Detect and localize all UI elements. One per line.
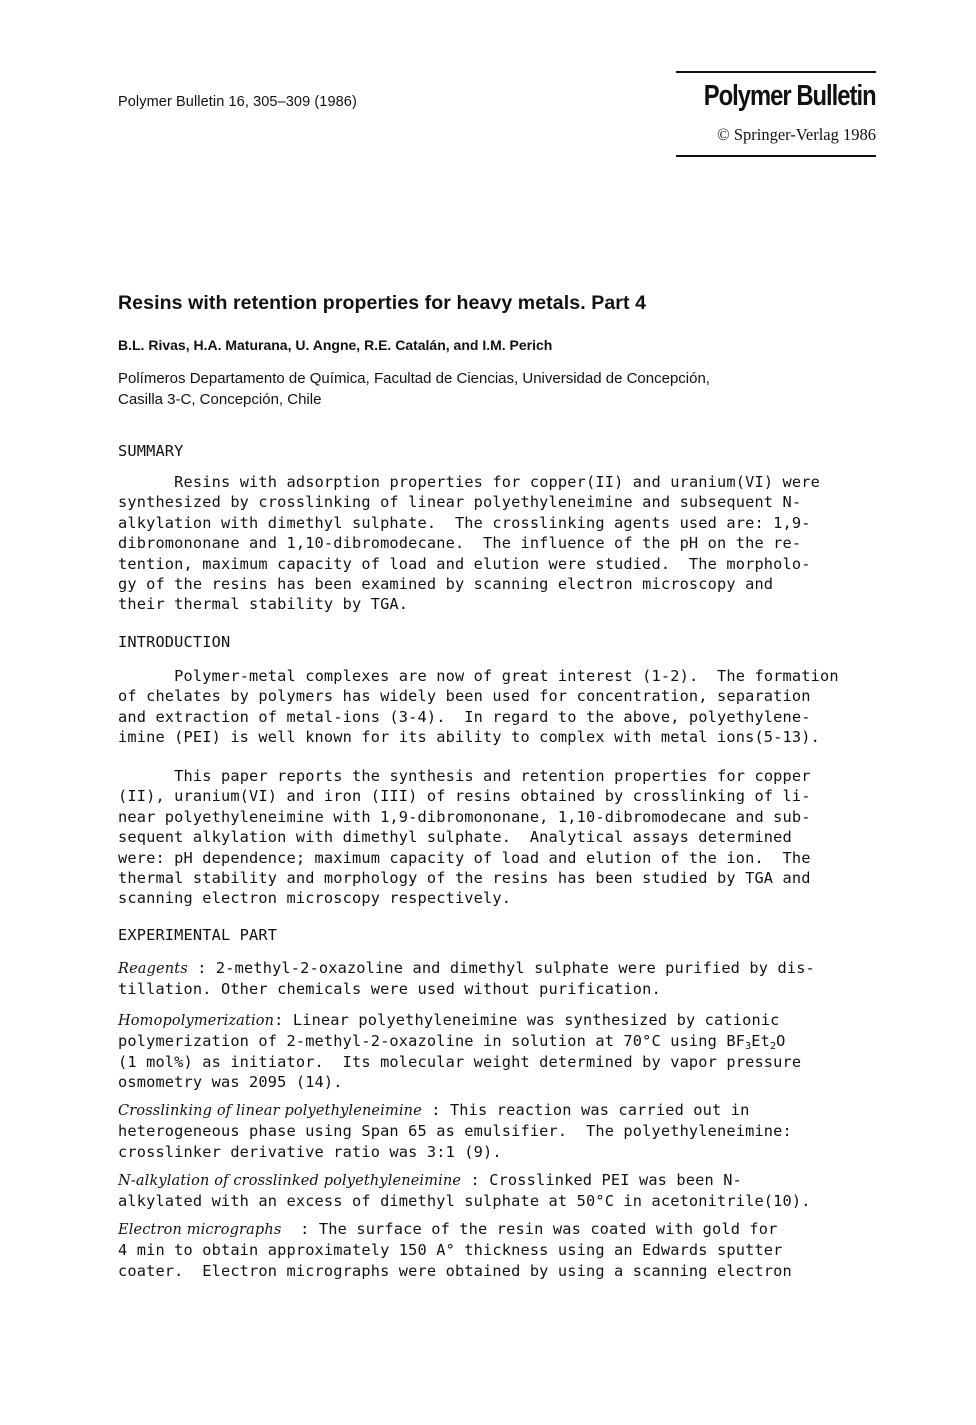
authors: B.L. Rivas, H.A. Maturana, U. Angne, R.E. Catalán, and I.M. Perich: [118, 337, 553, 353]
n-alkylation-paragraph: [118, 1170, 878, 1212]
crosslinking-text: : This reaction was carried out in heterogeneous phase using Span 65 as emulsifier. The polyethyleneimine: crosslinker derivative ratio was 3:1 (9).: [118, 1101, 792, 1161]
affiliation-line-2: Casilla 3-C, Concepción, Chile: [118, 391, 322, 408]
homopolymerization-sub-1: 3: [745, 1041, 752, 1053]
reagents-label: Reagents: [118, 961, 188, 977]
affiliation-line-1: Polímeros Departamento de Química, Facultad de Ciencias, Universidad de Concepción,: [118, 370, 710, 387]
copyright: © Springer-Verlag 1986: [717, 125, 876, 144]
introduction-heading: INTRODUCTION: [118, 633, 231, 651]
summary-text: Resins with adsorption properties for copper(II) and uranium(VI) were synthesized by crosslinking of linear polyethyleneimine and subsequent N- alkylation with dimethyl sulphate. The crosslinking agents used are: 1,9- dibromononane and 1,10-dibromodecane. The influence of the pH on the re- tention, maximum capacity of load and elution were studied. The morpholo- gy of the resins has been examined by scanning electron microscopy and their thermal stability by TGA.: [118, 473, 820, 614]
reagents-text: : 2-methyl-2-oxazoline and dimethyl sulphate were purified by dis- tillation. Other chemicals were used without purification.: [118, 959, 815, 999]
journal-name: Polymer Bulletin: [704, 80, 876, 112]
header-rule-bottom: [676, 155, 876, 157]
summary-heading: SUMMARY: [118, 442, 184, 460]
homopolymerization-sub-2: 2: [770, 1041, 777, 1053]
homopolymerization-text-1: : Linear polyethyleneimine was synthesized by cationic polymerization of 2-methyl-2-oxazoline in solution at 70°C using BF: [118, 1011, 780, 1051]
article-title: Resins with retention properties for heavy metals. Part 4: [118, 292, 647, 314]
electron-micrographs-text: : The surface of the resin was coated with gold for 4 min to obtain approximately 150 A° thickness using an Edwards sputter coater. Electron micrographs were obtained by using a scanning electron: [118, 1220, 792, 1280]
journal-citation: Polymer Bulletin 16, 305–309 (1986): [118, 94, 357, 110]
introduction-paragraph-1: Polymer-metal complexes are now of great interest (1-2). The formation of chelates by polymers has widely been used for concentration, separation and extraction of metal-ions (3-4). In regard to the above, polyethylene- imine (PEI) is well known for its ability to complex with metal ions(5-13).: [118, 667, 839, 747]
homopolymerization-text-3: O (1 mol%) as initiator. Its molecular weight determined by vapor pressure osmometry was 2095 (14).: [118, 1032, 802, 1092]
homopolymerization-paragraph: [118, 1010, 878, 1093]
electron-micrographs-label: Electron micrographs: [118, 1222, 282, 1238]
electron-micrographs-paragraph: [118, 1219, 878, 1281]
n-alkylation-label: N-alkylation of crosslinked polyethyleneimine: [118, 1173, 462, 1189]
reagents-paragraph: [118, 958, 878, 1000]
crosslinking-label: Crosslinking of linear polyethyleneimine: [118, 1103, 422, 1119]
crosslinking-paragraph: [118, 1100, 878, 1162]
experimental-heading: EXPERIMENTAL PART: [118, 926, 278, 944]
homopolymerization-label: Homopolymerization: [118, 1013, 275, 1029]
introduction-paragraph-2: This paper reports the synthesis and retention properties for copper (II), uranium(VI) and iron (III) of resins obtained by crosslinking of li- near polyethyleneimine with 1,9-dibromononane, 1,10-dibromodecane and sub- sequent alkylation with dimethyl sulphate. Analytical assays determined were: pH dependence; maximum capacity of load and elution of the ion. The thermal stability and morphology of the resins has been studied by TGA and scanning electron microscopy respectively.: [118, 767, 811, 908]
homopolymerization-text-2: Et: [751, 1032, 770, 1051]
n-alkylation-text: : Crosslinked PEI was been N- alkylated with an excess of dimethyl sulphate at 50°C in acetonitrile(10).: [118, 1171, 811, 1211]
affiliation: [118, 368, 878, 410]
header-rule-top: [676, 71, 876, 73]
